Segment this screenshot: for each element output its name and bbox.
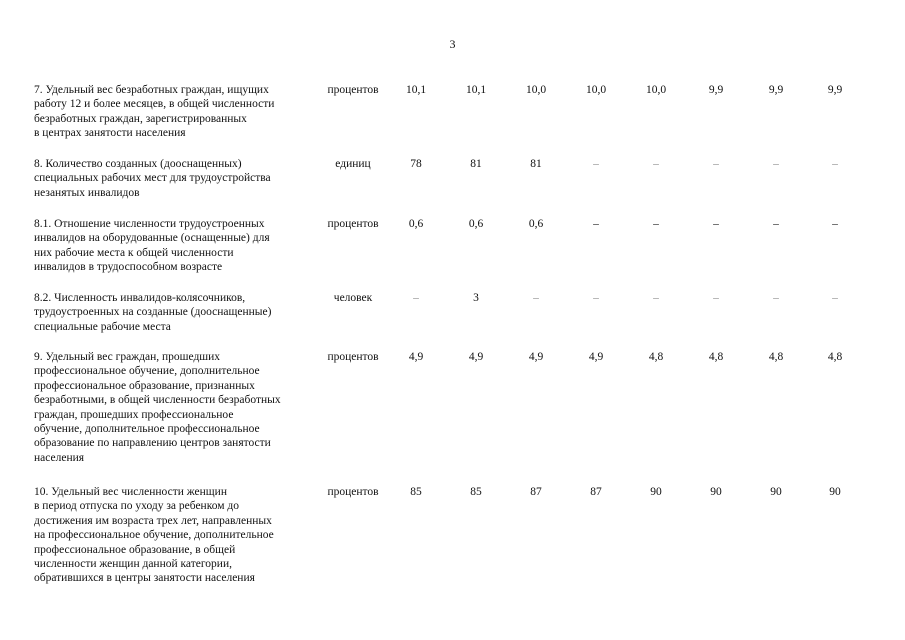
value-cell: – bbox=[653, 292, 659, 304]
value-cell: 81 bbox=[530, 158, 542, 170]
value-cell: – bbox=[713, 158, 719, 170]
value-cell: – bbox=[832, 292, 838, 304]
value-cell: 87 bbox=[590, 486, 602, 498]
value-cell: 4,9 bbox=[408, 351, 424, 363]
value-cell: 90 bbox=[710, 486, 722, 498]
value-cell: – bbox=[413, 292, 419, 304]
value-cell: – bbox=[653, 158, 659, 170]
value-cell: 87 bbox=[530, 486, 542, 498]
indicator-label: 8.1. Отношение численности трудоустроенных инвалидов на оборудованные (оснащенные) для них рабочие места к общей численности инвалидов в трудоспособном возрасте bbox=[34, 218, 270, 274]
value-cell: 10,1 bbox=[405, 84, 427, 96]
value-cell: 81 bbox=[470, 158, 482, 170]
indicator-label: 10. Удельный вес численности женщин в период отпуска по уходу за ребенком до достижения им возраста трех лет, направленных на профессиональное обучение, дополнительное профессиональное образование, в общей численности женщин данной категории, обратившихся в центры занятости населения bbox=[34, 486, 274, 585]
value-cell: – bbox=[773, 218, 779, 230]
value-cell: 90 bbox=[770, 486, 782, 498]
indicator-label: 8. Количество созданных (дооснащенных) специальных рабочих мест для трудоустройства незанятых инвалидов bbox=[34, 158, 271, 199]
value-cell: – bbox=[773, 158, 779, 170]
value-cell: 85 bbox=[410, 486, 422, 498]
value-cell: 90 bbox=[650, 486, 662, 498]
value-cell: 4,8 bbox=[648, 351, 664, 363]
value-cell: – bbox=[832, 218, 838, 230]
value-cell: 10,0 bbox=[645, 84, 667, 96]
value-cell: 0,6 bbox=[528, 218, 544, 230]
value-cell: 0,6 bbox=[408, 218, 424, 230]
value-cell: 78 bbox=[410, 158, 422, 170]
value-cell: 3 bbox=[473, 292, 479, 304]
value-cell: 9,9 bbox=[827, 84, 843, 96]
unit-cell: единиц bbox=[335, 158, 371, 170]
value-cell: – bbox=[653, 218, 659, 230]
value-cell: 10,0 bbox=[525, 84, 547, 96]
value-cell: – bbox=[832, 158, 838, 170]
unit-cell: процентов bbox=[327, 351, 379, 363]
page-number: 3 bbox=[449, 37, 456, 51]
value-cell: 4,8 bbox=[708, 351, 724, 363]
value-cell: 4,8 bbox=[827, 351, 843, 363]
value-cell: – bbox=[593, 292, 599, 304]
value-cell: 0,6 bbox=[468, 218, 484, 230]
indicator-label: 7. Удельный вес безработных граждан, ищущих работу 12 и более месяцев, в общей численности безработных граждан, зарегистрированных в центрах занятости населения bbox=[34, 84, 275, 140]
value-cell: – bbox=[713, 292, 719, 304]
value-cell: 9,9 bbox=[708, 84, 724, 96]
value-cell: 4,8 bbox=[768, 351, 784, 363]
value-cell: 9,9 bbox=[768, 84, 784, 96]
value-cell: 10,0 bbox=[585, 84, 607, 96]
value-cell: 10,1 bbox=[465, 84, 487, 96]
indicator-label: 9. Удельный вес граждан, прошедших профессиональное обучение, дополнительное профессиональное образование, признанных безработными, в общей численности безработных граждан, прошедших профессиональное обучение, дополнительное профессиональное образование по направлению центров занятости населения bbox=[34, 351, 281, 464]
value-cell: 4,9 bbox=[468, 351, 484, 363]
unit-cell: процентов bbox=[327, 218, 379, 230]
value-cell: – bbox=[773, 292, 779, 304]
value-cell: – bbox=[713, 218, 719, 230]
value-cell: 90 bbox=[829, 486, 841, 498]
value-cell: – bbox=[593, 218, 599, 230]
value-cell: 4,9 bbox=[528, 351, 544, 363]
unit-cell: человек bbox=[333, 292, 373, 304]
value-cell: – bbox=[533, 292, 539, 304]
value-cell: 4,9 bbox=[588, 351, 604, 363]
value-cell: 85 bbox=[470, 486, 482, 498]
indicator-label: 8.2. Численность инвалидов-колясочников, трудоустроенных на созданные (дооснащенные) специальные рабочие места bbox=[34, 292, 272, 333]
unit-cell: процентов bbox=[327, 84, 379, 96]
unit-cell: процентов bbox=[327, 486, 379, 498]
value-cell: – bbox=[593, 158, 599, 170]
